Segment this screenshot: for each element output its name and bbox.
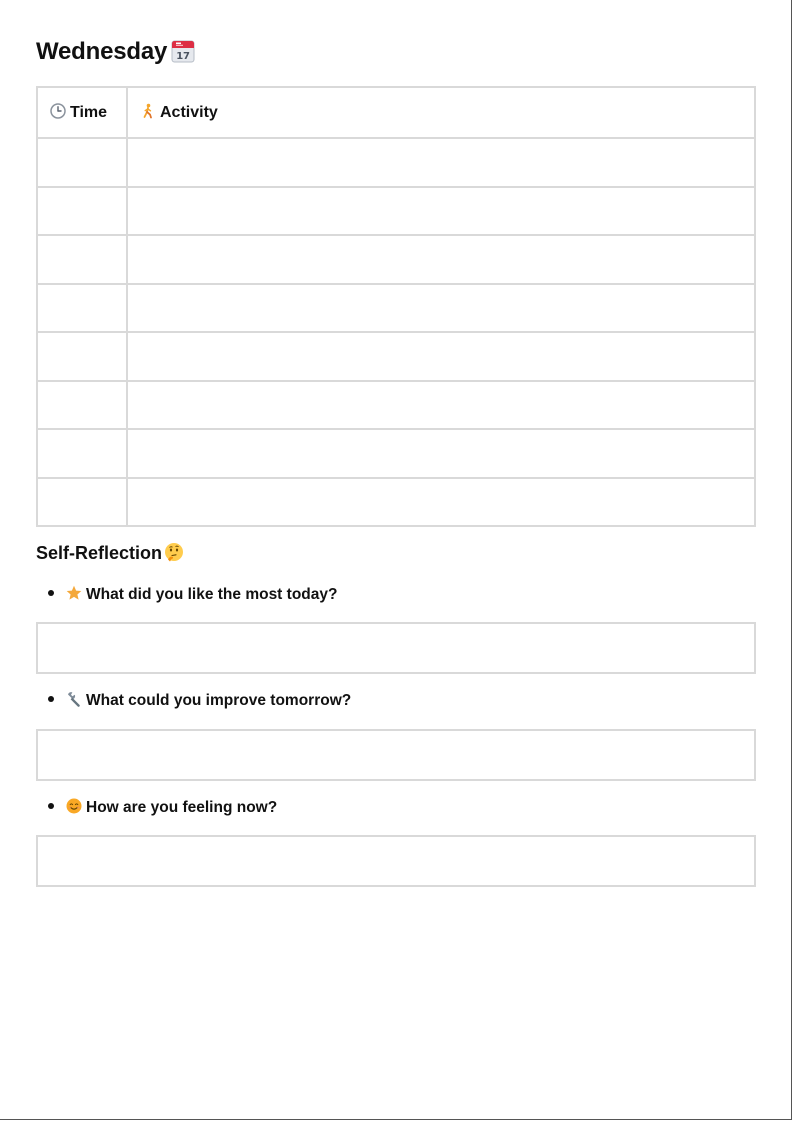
activity-cell[interactable]: [127, 235, 755, 284]
calendar-icon: [171, 39, 195, 63]
time-cell[interactable]: [37, 332, 127, 381]
column-header-activity: [127, 87, 755, 138]
person-walking-icon: [140, 103, 156, 119]
smiling-face-icon: [66, 798, 82, 814]
column-header-time: [37, 87, 127, 138]
page-title: [36, 36, 195, 68]
activity-cell[interactable]: [127, 478, 755, 527]
star-icon: [66, 585, 82, 601]
time-cell[interactable]: [37, 284, 127, 333]
schedule-table: [36, 86, 756, 527]
time-cell[interactable]: [37, 235, 127, 284]
table-row: [37, 429, 755, 478]
table-row: [37, 478, 755, 527]
bullet-icon: [48, 803, 54, 809]
table-row: [37, 332, 755, 381]
activity-cell[interactable]: [127, 429, 755, 478]
time-cell[interactable]: [37, 381, 127, 430]
activity-cell[interactable]: [127, 187, 755, 236]
time-cell[interactable]: [37, 478, 127, 527]
reflection-answer-box-3[interactable]: [36, 835, 756, 887]
reflection-answer-box-1[interactable]: [36, 622, 756, 674]
thinking-face-icon: [164, 542, 184, 562]
reflection-title-text: Self-Reflection: [36, 543, 163, 563]
reflection-question-3: [48, 797, 277, 819]
clock-icon: [50, 103, 66, 119]
reflection-question-2: [48, 690, 351, 712]
table-header-row: [37, 87, 755, 138]
column-header-time-label: Time: [70, 103, 108, 121]
table-row: [37, 138, 755, 187]
bullet-icon: [48, 590, 54, 596]
question-text: What could you improve tomorrow?: [86, 692, 352, 709]
activity-cell[interactable]: [127, 284, 755, 333]
time-cell[interactable]: [37, 138, 127, 187]
reflection-question-1: [48, 584, 337, 606]
time-cell[interactable]: [37, 187, 127, 236]
column-header-activity-label: Activity: [160, 103, 218, 121]
svg-text:17: 17: [176, 50, 190, 62]
table-row: [37, 284, 755, 333]
question-text: How are you feeling now?: [86, 799, 278, 816]
activity-cell[interactable]: [127, 332, 755, 381]
time-cell[interactable]: [37, 429, 127, 478]
wrench-icon: [66, 691, 82, 707]
table-row: [37, 187, 755, 236]
reflection-answer-box-2[interactable]: [36, 729, 756, 781]
table-row: [37, 235, 755, 284]
question-text: What did you like the most today?: [86, 586, 338, 603]
bullet-icon: [48, 696, 54, 702]
activity-cell[interactable]: [127, 381, 755, 430]
table-row: [37, 381, 755, 430]
page-title-text: Wednesday: [36, 38, 168, 65]
activity-cell[interactable]: [127, 138, 755, 187]
reflection-title: [36, 540, 184, 566]
